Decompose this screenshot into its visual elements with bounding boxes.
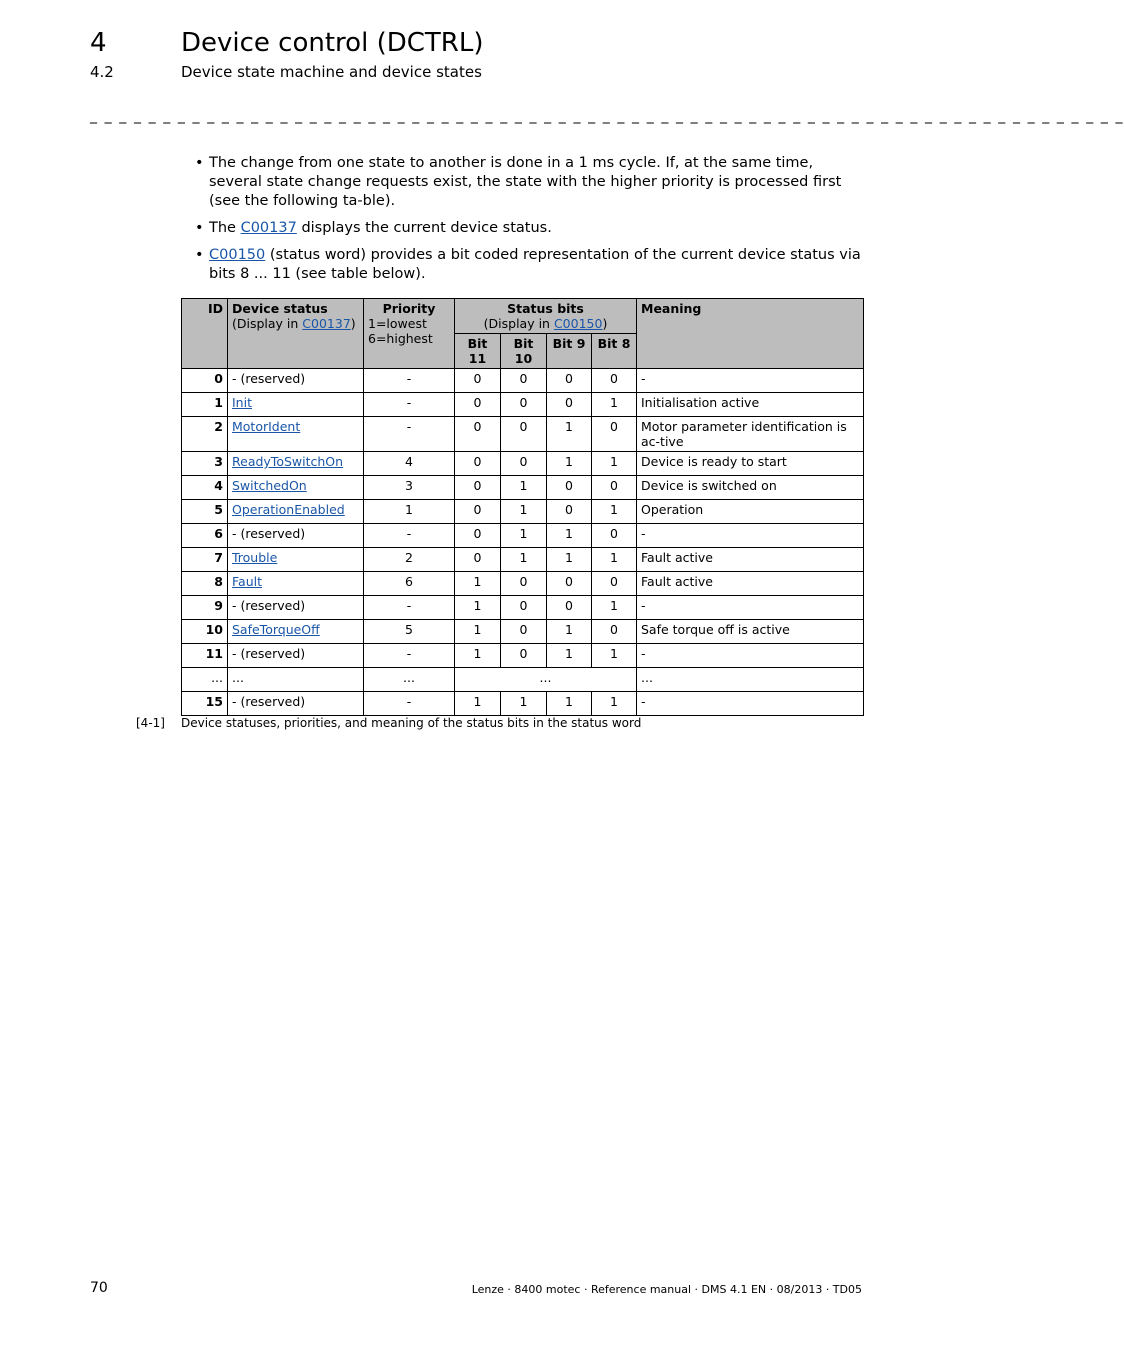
link-readytoswitchon[interactable]: ReadyToSwitchOn: [232, 454, 344, 469]
cell-meaning: Initialisation active: [637, 393, 864, 417]
cell-bit-8: 1: [592, 644, 637, 668]
cell-bit-10: 0: [501, 572, 547, 596]
cell-meaning: Device is switched on: [637, 476, 864, 500]
link-c00150[interactable]: C00150: [209, 247, 266, 263]
cell-priority: -: [364, 644, 455, 668]
cell-bit-9: 0: [547, 369, 592, 393]
link-c00137[interactable]: C00137: [240, 220, 297, 236]
link-init[interactable]: Init: [232, 395, 252, 410]
table-row: [182, 620, 864, 644]
cell-bit-10: 0: [501, 369, 547, 393]
table-row: [182, 476, 864, 500]
cell-meaning: Fault active: [637, 572, 864, 596]
device-status-table: [181, 298, 864, 716]
cell-meaning: Fault active: [637, 548, 864, 572]
header-priority-highest: 6=highest: [368, 331, 433, 346]
link-fault[interactable]: Fault: [232, 574, 262, 589]
bullet-text: (status word) provides a bit coded representation of the current device status via bits 8 ... 11 (see table below).: [209, 247, 861, 282]
cell-bit-8: 1: [592, 452, 637, 476]
link-switchedon[interactable]: SwitchedOn: [232, 478, 307, 493]
cell-priority: 6: [364, 572, 455, 596]
cell-id: 5: [182, 500, 228, 524]
table-row: [182, 500, 864, 524]
cell-status: [228, 476, 364, 500]
cell-bit-8: 0: [592, 620, 637, 644]
cell-meaning: Safe torque off is active: [637, 620, 864, 644]
cell-bit-11: 1: [455, 644, 501, 668]
cell-priority: -: [364, 393, 455, 417]
header-bit-10: Bit 10: [501, 334, 547, 369]
header-device-status-label: Device status: [232, 301, 328, 316]
cell-bits: ...: [455, 668, 637, 692]
cell-meaning: ...: [637, 668, 864, 692]
cell-bit-11: 1: [455, 572, 501, 596]
link-operationenabled[interactable]: OperationEnabled: [232, 502, 345, 517]
bullet-item: [195, 154, 865, 211]
cell-bit-10: 0: [501, 452, 547, 476]
cell-meaning: -: [637, 596, 864, 620]
cell-status: - (reserved): [228, 644, 364, 668]
cell-bit-9: 1: [547, 417, 592, 452]
table-row: [182, 668, 864, 692]
header-priority-label: Priority: [382, 301, 436, 316]
cell-meaning: Motor parameter identification is ac-tive: [637, 417, 864, 452]
header-priority: [364, 299, 455, 369]
cell-bit-11: 1: [455, 620, 501, 644]
cell-id: 2: [182, 417, 228, 452]
table-row: [182, 417, 864, 452]
header-priority-lowest: 1=lowest: [368, 316, 427, 331]
cell-priority: -: [364, 692, 455, 716]
cell-bit-11: 1: [455, 596, 501, 620]
cell-bit-11: 0: [455, 524, 501, 548]
cell-bit-11: 0: [455, 548, 501, 572]
cell-bit-10: 0: [501, 620, 547, 644]
cell-bit-9: 1: [547, 548, 592, 572]
header-device-status: [228, 299, 364, 369]
cell-bit-8: 0: [592, 524, 637, 548]
cell-bit-8: 1: [592, 596, 637, 620]
table-row: [182, 644, 864, 668]
header-id: ID: [182, 299, 228, 369]
bullet-dot: •: [195, 155, 204, 171]
cell-bit-9: 0: [547, 596, 592, 620]
link-c00137[interactable]: C00137: [302, 316, 351, 331]
cell-bit-8: 0: [592, 476, 637, 500]
cell-bit-8: 1: [592, 692, 637, 716]
cell-bit-9: 1: [547, 524, 592, 548]
cell-status: [228, 500, 364, 524]
cell-status: - (reserved): [228, 692, 364, 716]
header-meaning: Meaning: [637, 299, 864, 369]
cell-status: - (reserved): [228, 596, 364, 620]
link-trouble[interactable]: Trouble: [232, 550, 278, 565]
cell-priority: 4: [364, 452, 455, 476]
cell-priority: 5: [364, 620, 455, 644]
cell-id: 8: [182, 572, 228, 596]
cell-bit-8: 0: [592, 417, 637, 452]
header-bit-9: Bit 9: [547, 334, 592, 369]
cell-bit-10: 1: [501, 692, 547, 716]
header-status-bits: [455, 299, 637, 334]
cell-bit-10: 1: [501, 476, 547, 500]
cell-priority: 1: [364, 500, 455, 524]
header-bit-8: Bit 8: [592, 334, 637, 369]
cell-status: [228, 452, 364, 476]
bullet-list: [195, 154, 865, 292]
cell-id: 7: [182, 548, 228, 572]
cell-bit-9: 1: [547, 452, 592, 476]
cell-bit-10: 0: [501, 393, 547, 417]
cell-id: 1: [182, 393, 228, 417]
cell-bit-8: 1: [592, 393, 637, 417]
cell-id: 15: [182, 692, 228, 716]
table-caption-text: Device statuses, priorities, and meaning of the status bits in the status word: [181, 716, 642, 730]
section-title: Device state machine and device states: [181, 63, 482, 81]
cell-bit-10: 1: [501, 548, 547, 572]
cell-id: 11: [182, 644, 228, 668]
cell-status: [228, 572, 364, 596]
cell-bit-10: 0: [501, 596, 547, 620]
cell-meaning: Operation: [637, 500, 864, 524]
link-c00150[interactable]: C00150: [553, 316, 603, 331]
bullet-dot: •: [195, 220, 204, 236]
cell-status: [228, 620, 364, 644]
link-safetorqueoff[interactable]: SafeTorqueOff: [232, 622, 320, 637]
cell-bit-11: 0: [455, 452, 501, 476]
cell-bit-9: 0: [547, 500, 592, 524]
header-device-status-sub: (Display in C00137): [232, 316, 356, 331]
bullet-dot: •: [195, 247, 204, 263]
cell-priority: ...: [364, 668, 455, 692]
section-number: 4.2: [90, 63, 114, 81]
cell-bit-10: 1: [501, 500, 547, 524]
cell-bit-9: 0: [547, 393, 592, 417]
cell-priority: -: [364, 417, 455, 452]
cell-meaning: -: [637, 644, 864, 668]
table-row: [182, 572, 864, 596]
cell-priority: -: [364, 369, 455, 393]
cell-status: ...: [228, 668, 364, 692]
table-row: [182, 524, 864, 548]
cell-id: ...: [182, 668, 228, 692]
table-row: [182, 452, 864, 476]
bullet-text: displays the current device status.: [296, 220, 552, 236]
cell-id: 10: [182, 620, 228, 644]
cell-meaning: -: [637, 524, 864, 548]
cell-id: 9: [182, 596, 228, 620]
cell-bit-9: 1: [547, 620, 592, 644]
cell-status: - (reserved): [228, 524, 364, 548]
cell-priority: 3: [364, 476, 455, 500]
cell-bit-8: 0: [592, 369, 637, 393]
cell-status: - (reserved): [228, 369, 364, 393]
cell-bit-9: 1: [547, 692, 592, 716]
cell-priority: -: [364, 596, 455, 620]
chapter-number: 4: [90, 28, 107, 58]
bullet-item: [195, 219, 865, 238]
table-row: [182, 369, 864, 393]
cell-bit-8: 1: [592, 548, 637, 572]
table-row: [182, 548, 864, 572]
cell-priority: -: [364, 524, 455, 548]
cell-bit-11: 0: [455, 500, 501, 524]
cell-status: [228, 393, 364, 417]
bullet-item: [195, 246, 865, 284]
cell-bit-9: 0: [547, 476, 592, 500]
table-row: [182, 393, 864, 417]
header-status-bits-sub: (Display in C00150): [483, 316, 608, 331]
cell-status: [228, 417, 364, 452]
cell-bit-9: 0: [547, 572, 592, 596]
cell-bit-11: 0: [455, 417, 501, 452]
cell-bit-9: 1: [547, 644, 592, 668]
cell-id: 4: [182, 476, 228, 500]
cell-bit-8: 0: [592, 572, 637, 596]
cell-meaning: Device is ready to start: [637, 452, 864, 476]
bullet-text: The: [209, 220, 241, 236]
cell-bit-11: 1: [455, 692, 501, 716]
header-status-bits-label: Status bits: [507, 301, 584, 316]
page-number: 70: [90, 1280, 108, 1296]
footer-text: Lenze · 8400 motec · Reference manual · DMS 4.1 EN · 08/2013 · TD05: [471, 1283, 862, 1296]
chapter-title: Device control (DCTRL): [181, 28, 484, 58]
table-row: [182, 596, 864, 620]
cell-meaning: -: [637, 692, 864, 716]
cell-priority: 2: [364, 548, 455, 572]
table-caption-number: [4-1]: [136, 716, 165, 730]
cell-status: [228, 548, 364, 572]
cell-bit-10: 1: [501, 524, 547, 548]
cell-meaning: -: [637, 369, 864, 393]
cell-id: 6: [182, 524, 228, 548]
link-motorident[interactable]: MotorIdent: [232, 419, 301, 434]
cell-bit-10: 0: [501, 417, 547, 452]
header-bit-11: Bit 11: [455, 334, 501, 369]
cell-id: 3: [182, 452, 228, 476]
bullet-text: The change from one state to another is done in a 1 ms cycle. If, at the same time, several state change requests exist, the state with the higher priority is processed first (see the following ta-ble).: [209, 155, 842, 209]
cell-bit-11: 0: [455, 476, 501, 500]
cell-id: 0: [182, 369, 228, 393]
cell-bit-11: 0: [455, 393, 501, 417]
dashed-rule: _ _ _ _ _ _ _ _ _ _ _ _ _ _ _ _ _ _ _ _ _ _ _ _ _ _ _ _ _ _ _ _ _ _ _ _ _ _ _ _ _ _ _ _ _ _ _ _ _ _ _ _ _ _ _ _ _ _ _ _ _ _ _ _ _ _ _ _ _ _ _: [90, 108, 1124, 124]
cell-bit-11: 0: [455, 369, 501, 393]
cell-bit-10: 0: [501, 644, 547, 668]
cell-bit-8: 1: [592, 500, 637, 524]
table-row: [182, 692, 864, 716]
